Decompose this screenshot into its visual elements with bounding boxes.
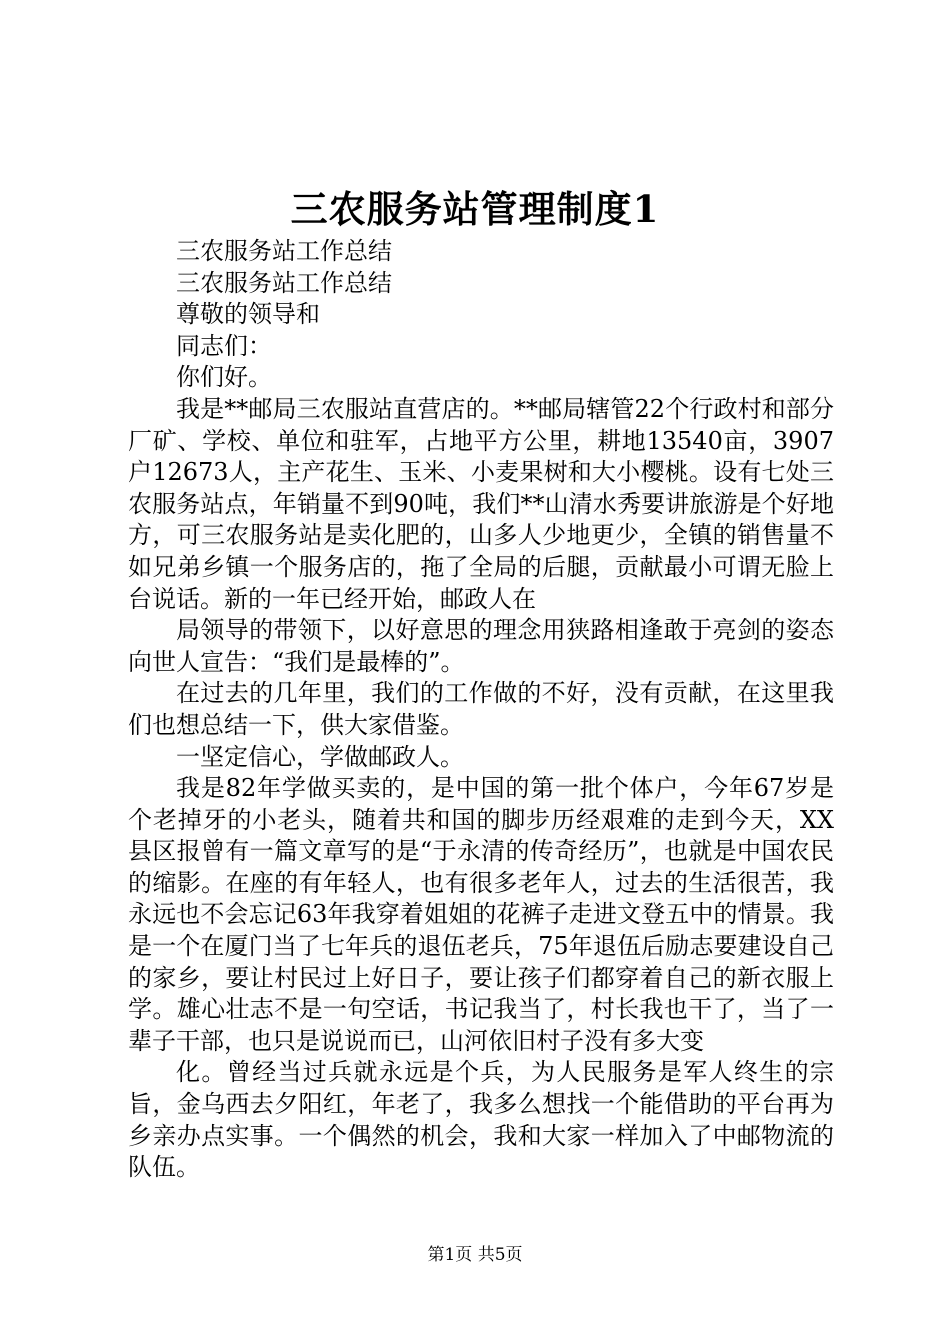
paragraph: 局领导的带领下，以好意思的理念用狭路相逢敢于亮剑的姿态向世人宣告：“我们是最棒的”。 xyxy=(128,616,834,676)
paragraph: 我是82年学做买卖的，是中国的第一批个体户，今年67岁是个老掉牙的小老头，随着共和国的脚步历经艰难的走到今天，XX县区报曾有一篇文章写的是“于永清的传奇经历”，也就是中国农民的缩影。在座的有年轻人，也有很多老年人，过去的生活很苦，我永远也不会忘记63年我穿着姐姐的花裤子走进文登五中的情景。我是一个在厦门当了七年兵的退伍老兵，75年退伍后励志要建设自己的家乡，要让村民过上好日子，要让孩子们都穿着自己的新衣服上学。雄心壮志不是一句空话，书记我当了，村长我也干了，当了一辈子干部，也只是说说而已，山河依旧村子没有多大变 xyxy=(128,774,834,1055)
paragraph: 我是**邮局三农服站直营店的。**邮局辖管22个行政村和部分厂矿、学校、单位和驻军，占地平方公里，耕地13540亩，3907户12673人，主产花生、玉米、小麦果树和大小樱桃。设有七处三农服务站点，年销量不到90吨，我们**山清水秀要讲旅游是个好地方，可三农服务站是卖化肥的，山多人少地更少，全镇的销售量不如兄弟乡镇一个服务店的，拖了全局的后腿，贡献最小可谓无脸上台说话。新的一年已经开始，邮政人在 xyxy=(128,394,834,613)
paragraph: 三农服务站工作总结 xyxy=(176,237,392,265)
page-number-footer: 第1页 共5页 xyxy=(427,1245,523,1265)
paragraph: 你们好。 xyxy=(176,363,272,392)
paragraph: 尊敬的领导和 xyxy=(176,300,320,329)
paragraph: 同志们： xyxy=(176,331,272,360)
paragraph: 在过去的几年里，我们的工作做的不好，没有贡献，在这里我们也想总结一下，供大家借鉴。 xyxy=(128,679,834,739)
document-body xyxy=(128,236,834,1184)
paragraph: 化。曾经当过兵就永远是个兵，为人民服务是军人终生的宗旨，金乌西去夕阳红，年老了，我多么想找一个能借助的平台再为乡亲办点实事。一个偶然的机会，我和大家一样加入了中邮物流的队伍。 xyxy=(128,1058,834,1182)
paragraph: 三农服务站工作总结 xyxy=(176,268,392,297)
document-title: 三农服务站管理制度1 xyxy=(290,187,660,231)
paragraph: 一坚定信心，学做邮政人。 xyxy=(176,742,464,771)
